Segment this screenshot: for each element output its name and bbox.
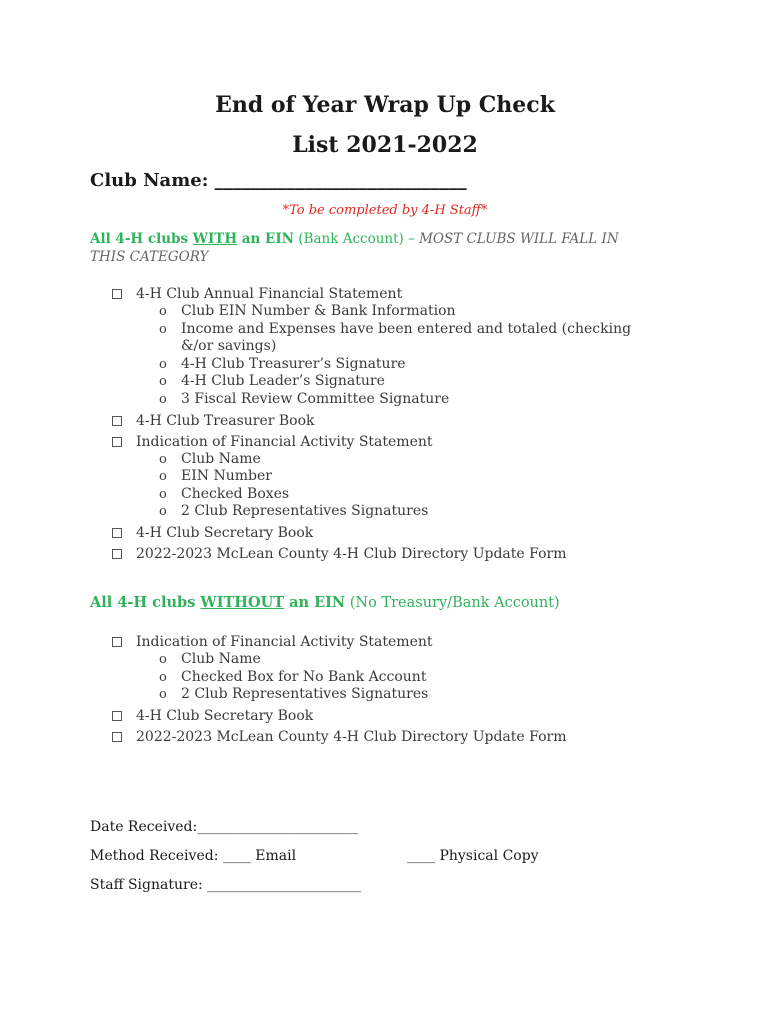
sub-list-item-label: Income and Expenses have been entered and totaled (checking &/or savings) [181,320,632,355]
heading-paren: (Bank Account) – [294,231,420,247]
method-physical-copy: ____ Physical Copy [407,848,539,864]
sub-list-item-label: EIN Number [181,468,272,485]
circle-bullet-icon: o [159,356,167,372]
sub-list-item [136,356,650,374]
checkbox-icon[interactable] [112,289,122,299]
circle-bullet-icon: o [159,687,167,703]
sub-list-item [136,391,650,409]
circle-bullet-icon: o [159,304,167,319]
checklist-item [110,728,650,746]
circle-bullet-icon: o [159,451,167,467]
checkbox-icon[interactable] [112,711,122,721]
sub-list-item [136,651,650,669]
checklist-with-ein [110,285,650,563]
checkbox-icon[interactable] [112,416,122,426]
sub-list-item-label: Club Name [181,450,261,467]
checklist-item [110,707,650,725]
heading-note: MOST CLUBS WILL FALL IN THIS CATEGORY [90,231,619,265]
sub-list-item [136,303,650,321]
checklist-item [110,285,650,409]
checkbox-icon[interactable] [112,732,122,742]
club-name-field: Club Name: ____________________________ [90,170,467,191]
page-title-year: List 2021-2022 [292,132,478,158]
sub-list [136,451,650,521]
circle-bullet-icon: o [159,321,167,337]
heading-prefix: All 4-H clubs [90,594,201,611]
staff-note: *To be completed by 4-H Staff* [282,203,488,218]
checklist-item-label: 4-H Club Treasurer Book [136,412,315,429]
heading-emphasis: WITH [192,231,238,247]
sub-list-item [136,503,650,521]
sub-list-item-label: Club EIN Number & Bank Information [181,303,456,319]
section-heading-without-ein [90,594,630,612]
checklist-item-label: Indication of Financial Activity Statement [136,634,433,650]
sub-list-item-label: 4-H Club Treasurer’s Signature [181,355,406,372]
sub-list [136,651,650,704]
circle-bullet-icon: o [159,669,167,685]
circle-bullet-icon: o [159,486,167,502]
method-received-line [90,848,539,864]
circle-bullet-icon: o [159,504,167,520]
section-heading-with-ein [90,230,630,266]
heading-mid: an EIN [237,231,294,247]
checkbox-icon[interactable] [112,528,122,538]
heading-mid: an EIN [284,594,346,611]
circle-bullet-icon: o [159,652,167,667]
circle-bullet-icon: o [159,469,167,485]
sub-list-item-label: Checked Box for No Bank Account [181,668,427,685]
circle-bullet-icon: o [159,374,167,390]
date-received-line: Date Received:_______________________ [90,819,359,835]
checklist-item [110,433,650,521]
checklist-item-label: 4-H Club Secretary Book [136,524,314,541]
sub-list-item [136,486,650,504]
checklist-item [110,412,650,430]
checklist-item [110,524,650,542]
checklist-item-label: 2022-2023 McLean County 4-H Club Directory Update Form [136,545,567,562]
sub-list-item [136,321,650,356]
checklist-item-label: Indication of Financial Activity Statement [136,433,433,450]
sub-list-item-label: 2 Club Representatives Signatures [181,503,429,520]
page-title: End of Year Wrap Up Check [215,92,555,118]
heading-emphasis: WITHOUT [200,594,285,611]
sub-list-item [136,468,650,486]
sub-list-item-label: 3 Fiscal Review Committee Signature [181,390,450,407]
heading-paren: (No Treasury/Bank Account) [345,595,560,611]
checklist-item-label: 2022-2023 McLean County 4-H Club Directory Update Form [136,728,567,745]
heading-prefix: All 4-H clubs [90,231,193,247]
sub-list-item-label: Club Name [181,651,261,667]
circle-bullet-icon: o [159,391,167,407]
staff-signature-line: Staff Signature: ______________________ [90,877,362,893]
sub-list-item [136,686,650,704]
checklist-item-label: 4-H Club Secretary Book [136,707,314,724]
checkbox-icon[interactable] [112,549,122,559]
sub-list-item [136,451,650,469]
sub-list [136,303,650,409]
sub-list-item-label: 2 Club Representatives Signatures [181,686,429,703]
method-email: Method Received: ____ Email [90,848,297,864]
checkbox-icon[interactable] [112,437,122,447]
sub-list-item [136,669,650,687]
sub-list-item-label: 4-H Club Leader’s Signature [181,373,385,390]
checklist-without-ein [110,633,650,746]
checklist-item [110,633,650,704]
checkbox-icon[interactable] [112,637,122,647]
checklist-item-label: 4-H Club Annual Financial Statement [136,286,403,302]
checklist-item [110,545,650,563]
sub-list-item-label: Checked Boxes [181,485,290,502]
sub-list-item [136,373,650,391]
